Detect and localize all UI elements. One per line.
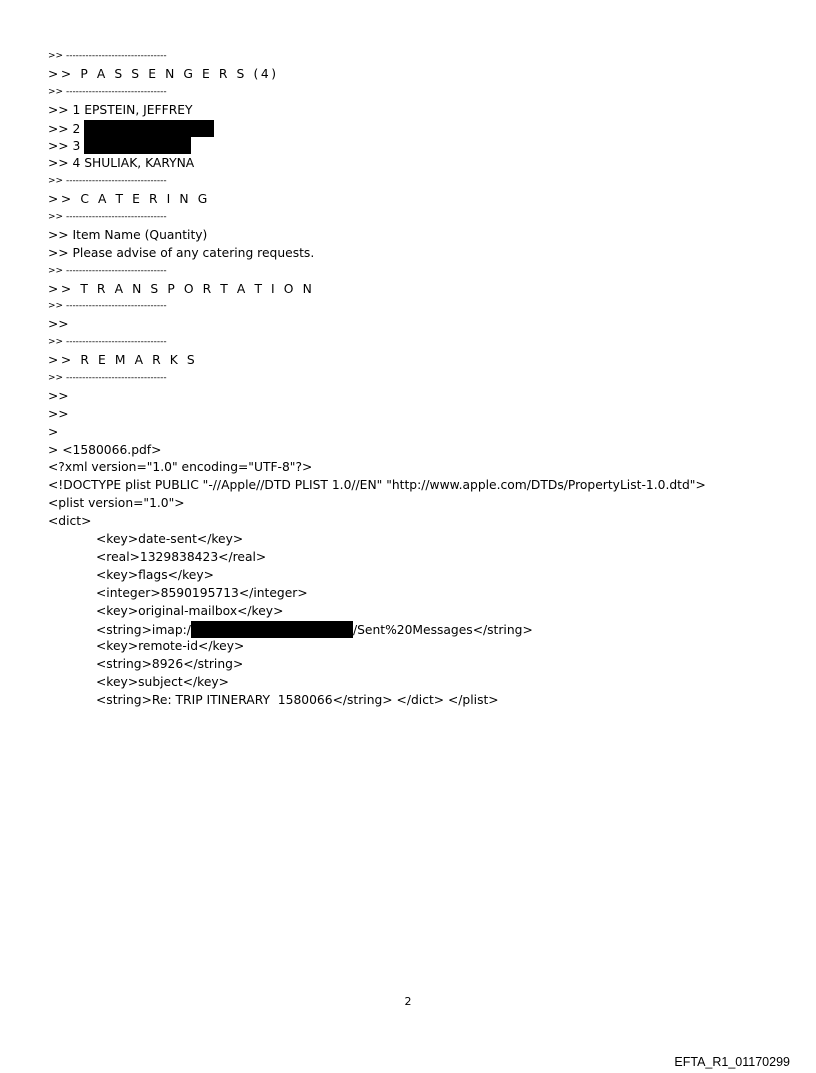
divider-line: >> ------------------------------- xyxy=(48,373,167,384)
document-id: EFTA_R1_01170299 xyxy=(674,1055,790,1069)
plist-entry: <key>remote-id</key> xyxy=(96,639,245,654)
passenger-2 xyxy=(48,120,788,138)
divider-line: >> ------------------------------- xyxy=(48,337,167,348)
plist-open-tag: <plist version="1.0"> xyxy=(48,496,185,511)
redaction-block xyxy=(84,120,214,137)
xml-declaration: <?xml version="1.0" encoding="UTF-8"?> xyxy=(48,460,313,475)
passenger-2-prefix: >> 2 xyxy=(48,121,81,136)
divider-line: >> ------------------------------- xyxy=(48,212,167,223)
dict-open-tag: <dict> xyxy=(48,514,92,529)
plist-entry: <string>Re: TRIP ITINERARY 1580066</string> </dict> </plist> xyxy=(96,693,499,708)
catering-heading: >> C A T E R I N G xyxy=(48,192,210,207)
page-number: 2 xyxy=(404,995,412,1008)
attachment-filename: > <1580066.pdf> xyxy=(48,442,162,457)
passenger-3-prefix: >> 3 xyxy=(48,139,81,154)
mailbox-suffix: /Sent%20Messages</string> xyxy=(352,622,533,637)
redaction-block xyxy=(191,621,353,638)
divider-line: >> ------------------------------- xyxy=(48,265,167,276)
plist-doctype: <!DOCTYPE plist PUBLIC "-//Apple//DTD PLIST 1.0//EN" "http://www.apple.com/DTDs/PropertyList-1.0.dtd"> xyxy=(48,478,706,493)
document-body xyxy=(48,48,788,710)
passenger-4: >> 4 SHULIAK, KARYNA xyxy=(48,156,195,171)
plist-entry: <key>date-sent</key> xyxy=(96,532,244,547)
divider-line: >> ------------------------------- xyxy=(48,51,167,61)
plist-entry: <key>original-mailbox</key> xyxy=(96,603,284,618)
plist-entry: <key>subject</key> xyxy=(96,675,229,690)
plist-entry: <string>8926</string> xyxy=(96,657,244,672)
catering-item-header: >> Item Name (Quantity) xyxy=(48,227,208,242)
blank-quote-line: >> xyxy=(48,388,69,403)
mailbox-prefix: <string>imap:/ xyxy=(96,622,191,637)
plist-entry: <key>flags</key> xyxy=(96,567,214,582)
divider-line: >> ------------------------------- xyxy=(48,301,167,312)
passenger-3 xyxy=(48,137,788,155)
divider-line: >> ------------------------------- xyxy=(48,176,167,187)
passenger-1: >> 1 EPSTEIN, JEFFREY xyxy=(48,102,193,117)
single-quote-line: > xyxy=(48,424,59,439)
passengers-heading: >> P A S S E N G E R S (4) xyxy=(48,66,279,81)
blank-quote-line: >> xyxy=(48,317,69,332)
blank-quote-line: >> xyxy=(48,406,69,421)
plist-entry: <real>1329838423</real> xyxy=(96,549,267,564)
remarks-heading: >> R E M A R K S xyxy=(48,353,198,368)
plist-entry: <integer>8590195713</integer> xyxy=(96,585,308,600)
redaction-block xyxy=(84,137,191,154)
mailbox-entry xyxy=(48,621,788,639)
divider-line: >> ------------------------------- xyxy=(48,86,167,97)
catering-note: >> Please advise of any catering requests. xyxy=(48,245,315,260)
transportation-heading: >> T R A N S P O R T A T I O N xyxy=(48,281,315,296)
